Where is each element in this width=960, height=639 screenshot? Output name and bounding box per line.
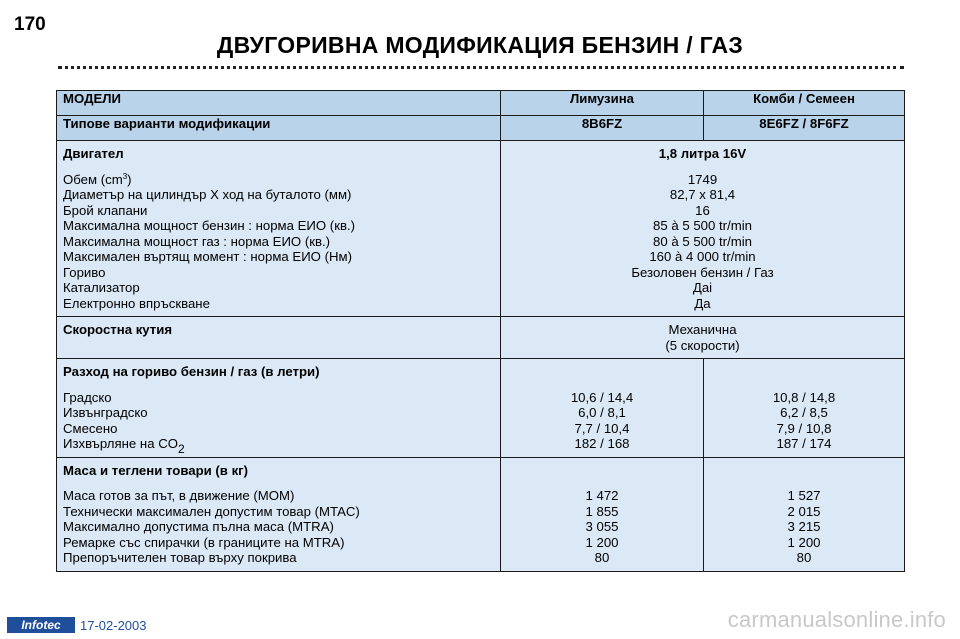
masses-section <box>57 457 905 571</box>
engine-section <box>57 141 905 317</box>
masses-title: Маса и теглени товари (в кг) <box>63 462 249 478</box>
mass-value: 1 527 <box>787 488 821 503</box>
engine-spec-value: 16 <box>695 202 710 218</box>
mass-value: 80 <box>796 550 812 565</box>
consumption-section <box>57 359 905 458</box>
engine-spec-value: 80 à 5 500 tr/min <box>653 233 752 249</box>
specifications-table <box>56 90 905 572</box>
engine-spec-value: 160 à 4 000 tr/min <box>649 249 756 264</box>
co2-label: Изхвърляне на $CO_2$ <box>63 436 185 456</box>
engine-spec-value: 82,7 x 81,4 <box>669 187 736 202</box>
page-title: ДВУГОРИВНА МОДИФИКАЦИЯ БЕНЗИН / ГАЗ <box>216 32 744 58</box>
consumption-value: 7,7 / 10,4 <box>574 420 630 436</box>
mass-label: Препоръчителен товар върху покрива <box>63 550 297 565</box>
consumption-labels <box>57 359 501 458</box>
variants-row <box>57 116 905 141</box>
mass-value: 80 <box>594 550 610 565</box>
mass-label: Технически максимален допустим товар (MTAC) <box>63 503 360 519</box>
consumption-label: Градско <box>63 389 112 405</box>
engine-spec-label: Максимален въртящ момент : норма ЕИО (Нм) <box>63 249 352 264</box>
header-combi: Комби / Семеен <box>704 91 905 116</box>
engine-spec-label: Гориво <box>63 264 106 280</box>
consumption-label: Смесено <box>63 420 118 436</box>
gearbox-label: Скоростна кутия <box>63 322 173 337</box>
page-number: 170 <box>14 14 46 35</box>
engine-title: Двигател <box>63 146 124 161</box>
gearbox-value-detail: (5 скорости) <box>665 337 740 353</box>
gearbox-label-cell <box>57 317 501 359</box>
consumption-value: 10,8 / 14,8 <box>772 389 836 405</box>
engine-spec-value: 1749 <box>687 171 718 187</box>
engine-spec-value: Да <box>694 295 711 311</box>
engine-values <box>501 141 905 317</box>
consumption-value: 7,9 / 10,8 <box>776 420 832 436</box>
engine-spec-label: Електронно впръскване <box>63 295 210 311</box>
watermark: carmanualsonline.info <box>727 607 946 632</box>
mass-value: 1 200 <box>585 534 619 550</box>
header-sedan: Лимузина <box>501 91 704 116</box>
title-divider <box>58 66 904 69</box>
gearbox-value: Механична <box>668 322 737 337</box>
consumption-sedan <box>501 359 704 458</box>
engine-spec-label: Брой клапани <box>63 202 148 218</box>
mass-value: 3 055 <box>585 519 619 534</box>
engine-spec-value: Безоловен бензин / Газ <box>631 264 774 280</box>
engine-displacement-label: Обем $(cm^3)$ <box>63 171 132 187</box>
engine-spec-label: Диаметър на цилиндър X ход на буталото (мм) <box>63 187 352 202</box>
header-row <box>57 91 905 116</box>
gearbox-value-cell <box>501 317 905 359</box>
engine-spec-label: Катализатор <box>63 280 140 295</box>
mass-label: Максимално допустима пълна маса (MTRA) <box>63 519 334 534</box>
masses-combi <box>704 457 905 571</box>
engine-spec-label: Максимална мощност газ : норма ЕИО (кв.) <box>63 233 331 249</box>
consumption-value: 182 / 168 <box>574 436 630 451</box>
engine-spec-label: Максимална мощност бензин : норма ЕИО (кв.) <box>63 218 356 233</box>
mass-label: Маса готов за път, в движение (MOM) <box>63 488 295 503</box>
consumption-value: 6,0 / 8,1 <box>578 405 626 420</box>
consumption-label: Извънградско <box>63 405 148 420</box>
variants-combi: 8E6FZ / 8F6FZ <box>704 116 905 141</box>
consumption-combi <box>704 359 905 458</box>
consumption-value: 6,2 / 8,5 <box>780 405 828 420</box>
engine-spec-value: 85 à 5 500 tr/min <box>653 218 752 233</box>
infotec-logo: Infotec <box>7 617 75 633</box>
consumption-value: 187 / 174 <box>776 436 832 451</box>
mass-value: 3 215 <box>787 519 821 534</box>
consumption-title: Разход на гориво бензин / газ (в летри) <box>63 364 320 379</box>
variants-label: Типове варианти модификации <box>57 116 501 141</box>
mass-value: 2 015 <box>787 503 821 519</box>
consumption-value: 10,6 / 14,4 <box>570 389 634 405</box>
engine-value-title: 1,8 литра 16V <box>658 146 747 161</box>
variants-sedan: 8B6FZ <box>501 116 704 141</box>
engine-spec-value: Даі <box>692 280 713 295</box>
mass-value: 1 472 <box>585 488 619 503</box>
mass-value: 1 855 <box>585 503 619 519</box>
mass-label: Ремарке със спирачки (в границите на MTRA) <box>63 534 345 550</box>
mass-value: 1 200 <box>787 534 821 550</box>
engine-labels <box>57 141 501 317</box>
gearbox-section <box>57 317 905 359</box>
masses-labels <box>57 457 501 571</box>
footer-date: 17-02-2003 <box>80 618 147 633</box>
header-models: МОДЕЛИ <box>57 91 501 116</box>
masses-sedan <box>501 457 704 571</box>
